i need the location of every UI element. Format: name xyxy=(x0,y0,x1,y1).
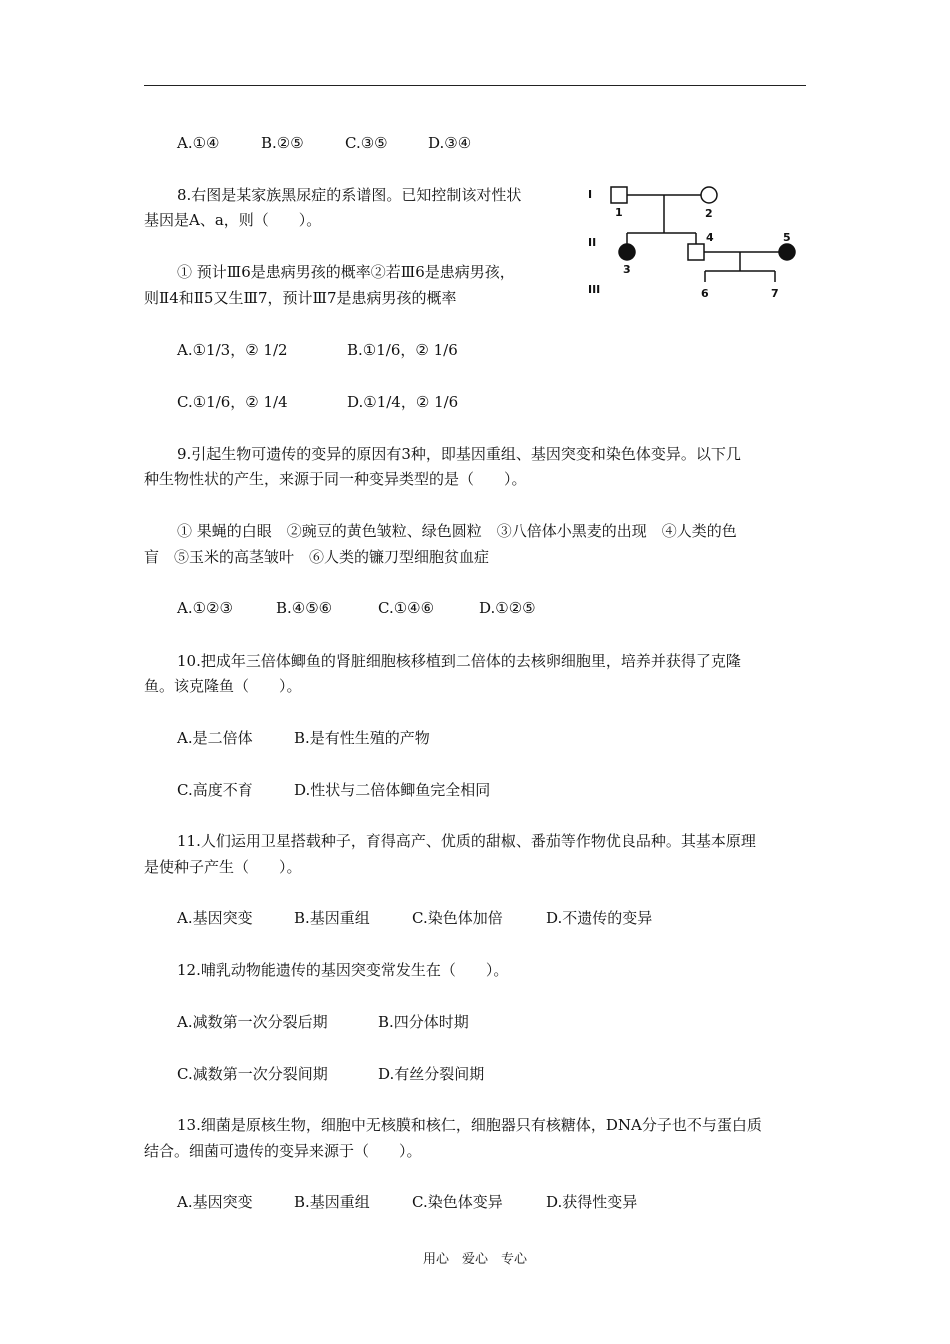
q12-option-a: A.减数第一次分裂后期 xyxy=(177,1013,328,1031)
q13-option-c: C.染色体变异 xyxy=(412,1193,503,1211)
q11-option-b: B.基因重组 xyxy=(294,909,370,927)
q10-stem-line1: 10.把成年三倍体鲫鱼的肾脏细胞核移植到二倍体的去核卵细胞里，培养并获得了克隆 xyxy=(177,652,741,670)
q11-option-c: C.染色体加倍 xyxy=(412,909,503,927)
label-5: 5 xyxy=(783,231,791,244)
q13-option-a: A.基因突变 xyxy=(177,1193,253,1211)
label-1: 1 xyxy=(615,206,623,219)
q9-option-c: C.①④⑥ xyxy=(378,599,435,617)
q9-option-d: D.①②⑤ xyxy=(479,599,536,617)
q9-sub-line1: ① 果蝇的白眼 ②豌豆的黄色皱粒、绿色圆粒 ③八倍体小黑麦的出现 ④人类的色 xyxy=(177,522,737,540)
label-6: 6 xyxy=(701,287,709,300)
q8-stem-line2: 基因是A、a，则（ ）。 xyxy=(144,211,322,229)
q10-option-b: B.是有性生殖的产物 xyxy=(294,729,430,747)
q8-option-a: A.①1/3，② 1/2 xyxy=(177,341,288,359)
q7-option-d: D.③④ xyxy=(428,134,472,152)
q8-option-b: B.①1/6，② 1/6 xyxy=(347,341,458,359)
q8-option-d: D.①1/4，② 1/6 xyxy=(347,393,459,411)
q13-stem-line1: 13.细菌是原核生物，细胞中无核膜和核仁，细胞器只有核糖体，DNA分子也不与蛋白质 xyxy=(177,1116,762,1134)
q13-option-d: D.获得性变异 xyxy=(546,1193,638,1211)
q12-option-b: B.四分体时期 xyxy=(378,1013,469,1031)
q7-option-c: C.③⑤ xyxy=(345,134,388,152)
generation-label-iii: III xyxy=(588,283,601,296)
individual-5-affected-female xyxy=(779,244,795,260)
q12-stem-line1: 12.哺乳动物能遗传的基因突变常发生在（ ）。 xyxy=(177,961,509,979)
q9-option-b: B.④⑤⑥ xyxy=(276,599,333,617)
q11-option-d: D.不遗传的变异 xyxy=(546,909,653,927)
label-4: 4 xyxy=(706,231,714,244)
q8-option-c: C.①1/6，② 1/4 xyxy=(177,393,288,411)
q12-option-d: D.有丝分裂间期 xyxy=(378,1065,485,1083)
q10-option-d: D.性状与二倍体鲫鱼完全相同 xyxy=(294,781,491,799)
q11-option-a: A.基因突变 xyxy=(177,909,253,927)
individual-2-female xyxy=(701,187,717,203)
q9-stem-line2: 种生物性状的产生，来源于同一种变异类型的是（ ）。 xyxy=(144,470,527,488)
q7-option-a: A.①④ xyxy=(177,134,220,152)
individual-3-affected-female xyxy=(619,244,635,260)
pedigree-diagram xyxy=(580,178,810,308)
q8-stem-line1: 8.右图是某家族黑尿症的系谱图。已知控制该对性状 xyxy=(177,186,522,204)
q13-option-b: B.基因重组 xyxy=(294,1193,370,1211)
individual-4-male xyxy=(688,244,704,260)
q8-sub-line2: 则Ⅱ4和Ⅱ5又生Ⅲ7，预计Ⅲ7是患病男孩的概率 xyxy=(144,289,457,307)
generation-label-i: I xyxy=(588,188,593,201)
individual-1-male xyxy=(611,187,627,203)
q11-stem-line1: 11.人们运用卫星搭载种子，育得高产、优质的甜椒、番茄等作物优良品种。其基本原理 xyxy=(177,832,756,850)
header-rule xyxy=(144,85,806,86)
q8-sub-line1: ① 预计Ⅲ6是患病男孩的概率②若Ⅲ6是患病男孩， xyxy=(177,263,515,281)
q9-stem-line1: 9.引起生物可遗传的变异的原因有3种，即基因重组、基因突变和染色体变异。以下几 xyxy=(177,445,741,463)
page-footer: 用心 爱心 专心 xyxy=(422,1252,527,1267)
q10-option-c: C.高度不育 xyxy=(177,781,253,799)
q11-stem-line2: 是使种子产生（ ）。 xyxy=(144,858,302,876)
q10-stem-line2: 鱼。该克隆鱼（ ）。 xyxy=(144,677,302,695)
q9-sub-line2: 盲 ⑤玉米的高茎皱叶 ⑥人类的镰刀型细胞贫血症 xyxy=(144,548,490,566)
q7-option-b: B.②⑤ xyxy=(261,134,304,152)
q12-option-c: C.减数第一次分裂间期 xyxy=(177,1065,328,1083)
q10-option-a: A.是二倍体 xyxy=(177,729,253,747)
label-7: 7 xyxy=(771,287,779,300)
q13-stem-line2: 结合。细菌可遗传的变异来源于（ ）。 xyxy=(144,1142,422,1160)
label-2: 2 xyxy=(705,207,713,220)
label-3: 3 xyxy=(623,263,631,276)
q9-option-a: A.①②③ xyxy=(177,599,233,617)
generation-label-ii: II xyxy=(588,236,597,249)
